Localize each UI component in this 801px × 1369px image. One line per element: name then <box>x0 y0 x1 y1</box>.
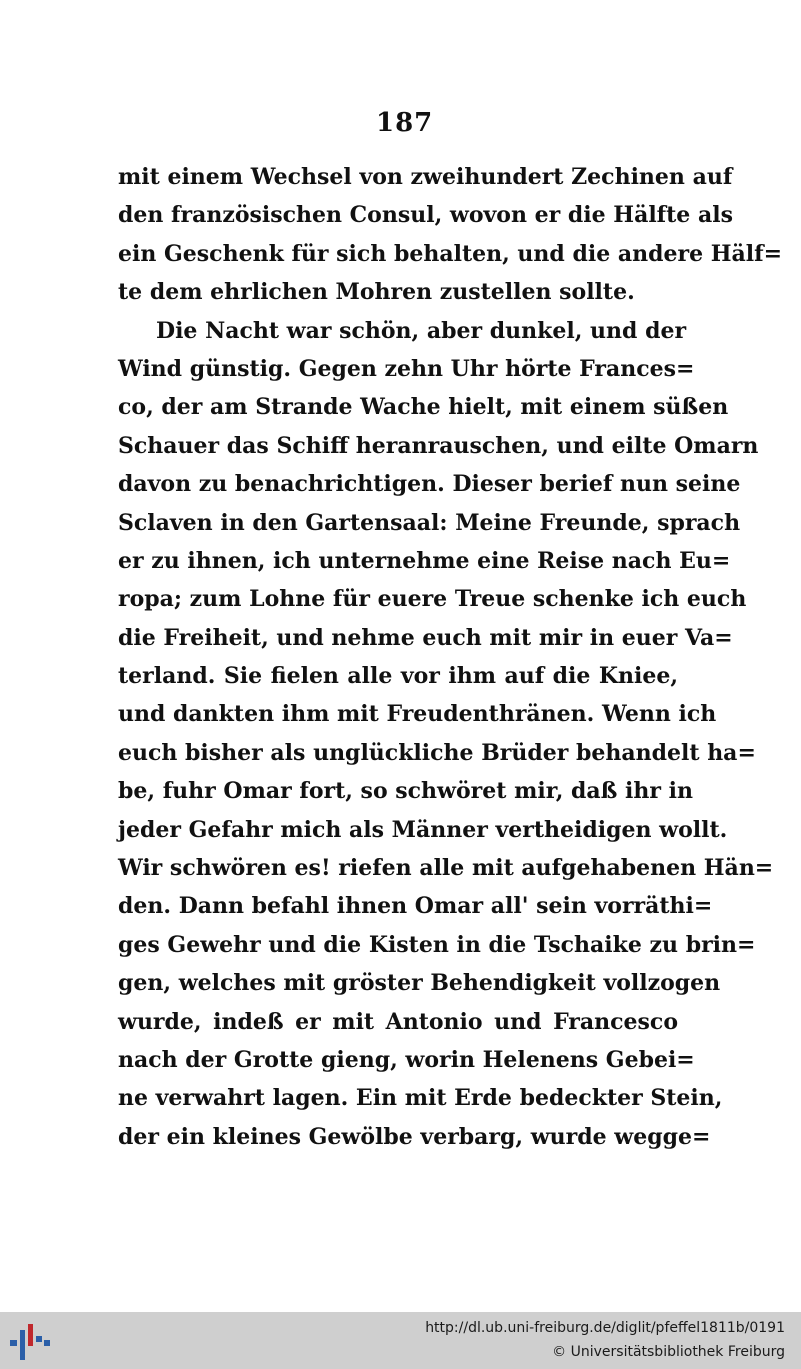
text-line: davon zu benachrichtigen. Dieser berief nun seine <box>118 471 741 498</box>
text-line: Schauer das Schiff heranrauschen, und eilte Omarn <box>118 432 759 459</box>
footer-bar <box>0 1312 801 1369</box>
text-line: die Freiheit, und nehme euch mit mir in euer Va= <box>118 624 733 651</box>
text-line: er zu ihnen, ich unternehme eine Reise nach Eu= <box>118 547 731 574</box>
copyright-text: © Universitätsbibliothek Freiburg <box>552 1344 785 1360</box>
text-line: te dem ehrlichen Mohren zustellen sollte. <box>118 279 635 306</box>
body-text <box>118 158 783 1156</box>
text-line: gen, welches mit gröster Behendigkeit vollzogen <box>118 970 721 997</box>
text-line: der ein kleines Gewölbe verbarg, wurde wegge= <box>118 1123 711 1150</box>
text-line: co, der am Strande Wache hielt, mit einem süßen <box>118 394 729 421</box>
text-line: euch bisher als unglückliche Brüder behandelt ha= <box>118 739 756 766</box>
text-line: jeder Gefahr mich als Männer vertheidigen wollt. <box>118 816 728 843</box>
text-line: ges Gewehr und die Kisten in die Tschaike zu brin= <box>118 931 756 958</box>
ub-freiburg-logo-icon <box>8 1320 52 1364</box>
text-line: nach der Grotte gieng, worin Helenens Gebei= <box>118 1046 695 1073</box>
text-line: Wind günstig. Gegen zehn Uhr hörte Frances= <box>118 355 695 382</box>
text-line: Die Nacht war schön, aber dunkel, und der <box>156 317 687 344</box>
text-line: terland. Sie fielen alle vor ihm auf die Kniee, <box>118 663 678 690</box>
text-line: den französischen Consul, wovon er die Hälfte als <box>118 202 733 229</box>
text-line: und dankten ihm mit Freudenthränen. Wenn ich <box>118 701 717 728</box>
text-line: Sclaven in den Gartensaal: Meine Freunde, sprach <box>118 509 741 536</box>
page-number: 187 <box>376 108 434 138</box>
text-line: den. Dann befahl ihnen Omar all' sein vorräthi= <box>118 893 713 920</box>
source-url-link[interactable]: http://dl.ub.uni-freiburg.de/diglit/pfeffel1811b/0191 <box>425 1320 785 1336</box>
text-line: ne verwahrt lagen. Ein mit Erde bedeckter Stein, <box>118 1085 723 1112</box>
text-line: ropa; zum Lohne für euere Treue schenke ich euch <box>118 586 747 613</box>
text-line: mit einem Wechsel von zweihundert Zechinen auf <box>118 164 733 190</box>
text-line: be, fuhr Omar fort, so schwöret mir, daß ihr in <box>118 778 693 805</box>
text-line: Wir schwören es! riefen alle mit aufgehabenen Hän= <box>118 855 774 882</box>
text-line: wurde, indeß er mit Antonio und Francesco <box>118 1008 678 1035</box>
text-line: ein Geschenk für sich behalten, und die andere Hälf= <box>118 240 783 267</box>
